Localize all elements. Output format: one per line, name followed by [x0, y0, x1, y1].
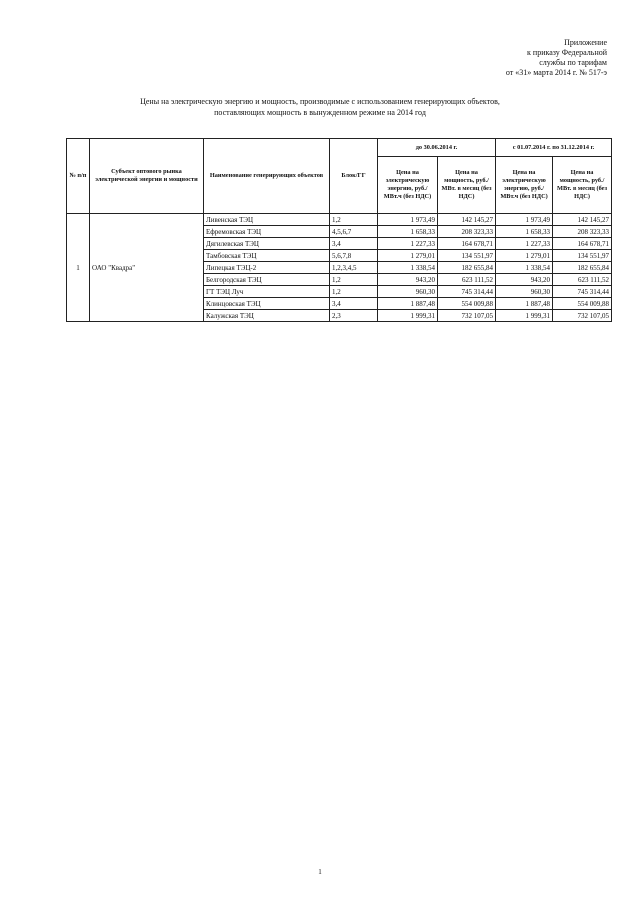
header-num: № п/п: [67, 139, 90, 214]
cell-p1-energy: 1 279,01: [378, 250, 438, 262]
cell-p2-power: 732 107,05: [553, 310, 612, 322]
cell-p1-energy: 960,30: [378, 286, 438, 298]
header-p2-power: Цена на мощность, руб./МВт. в месяц (без НДС): [553, 157, 612, 214]
appendix-line: службы по тарифам: [539, 58, 607, 67]
cell-p2-power: 164 678,71: [553, 238, 612, 250]
cell-p1-power: 554 009,88: [438, 298, 496, 310]
cell-p1-power: 623 111,52: [438, 274, 496, 286]
cell-p1-power: 208 323,33: [438, 226, 496, 238]
cell-block: 1,2: [330, 274, 378, 286]
cell-p1-energy: 1 999,31: [378, 310, 438, 322]
header-period-2: с 01.07.2014 г. по 31.12.2014 г.: [496, 139, 612, 157]
cell-block: 3,4: [330, 298, 378, 310]
cell-p1-energy: 1 658,33: [378, 226, 438, 238]
cell-p2-energy: 1 338,54: [496, 262, 553, 274]
cell-object: Белгородская ТЭЦ: [204, 274, 330, 286]
cell-object: Липецкая ТЭЦ-2: [204, 262, 330, 274]
tariff-table: [66, 138, 612, 322]
cell-p2-energy: 1 227,33: [496, 238, 553, 250]
appendix-line: к приказу Федеральной: [527, 48, 607, 57]
cell-p2-power: 182 655,84: [553, 262, 612, 274]
cell-p1-energy: 1 887,48: [378, 298, 438, 310]
cell-p1-energy: 1 338,54: [378, 262, 438, 274]
row-group-subject: ОАО "Квадра": [90, 214, 204, 322]
cell-object: ГТ ТЭЦ Луч: [204, 286, 330, 298]
cell-p2-power: 142 145,27: [553, 214, 612, 226]
header-object: Наименование генерирующих объектов: [204, 139, 330, 214]
cell-block: 2,3: [330, 310, 378, 322]
cell-p2-power: 134 551,97: [553, 250, 612, 262]
page-number: 1: [318, 868, 322, 876]
cell-p1-energy: 1 227,33: [378, 238, 438, 250]
cell-p1-energy: 943,20: [378, 274, 438, 286]
cell-p2-power: 745 314,44: [553, 286, 612, 298]
cell-object: Дягилевская ТЭЦ: [204, 238, 330, 250]
cell-p2-power: 623 111,52: [553, 274, 612, 286]
row-group-num: 1: [67, 214, 90, 322]
cell-p2-energy: 1 887,48: [496, 298, 553, 310]
cell-p2-energy: 1 999,31: [496, 310, 553, 322]
cell-p2-energy: 943,20: [496, 274, 553, 286]
header-subject: Субъект оптового рынка электрической энергии и мощности: [90, 139, 204, 214]
cell-p1-energy: 1 973,49: [378, 214, 438, 226]
table-row: [67, 214, 612, 226]
cell-block: 1,2: [330, 286, 378, 298]
document-title: [0, 96, 640, 118]
cell-p2-power: 208 323,33: [553, 226, 612, 238]
cell-object: Калужская ТЭЦ: [204, 310, 330, 322]
cell-p2-energy: 960,30: [496, 286, 553, 298]
header-p1-energy: Цена на электрическую энергию, руб./МВт.ч (без НДС): [378, 157, 438, 214]
cell-p2-energy: 1 279,01: [496, 250, 553, 262]
cell-object: Ефремовская ТЭЦ: [204, 226, 330, 238]
cell-p1-power: 164 678,71: [438, 238, 496, 250]
header-period-1: до 30.06.2014 г.: [378, 139, 496, 157]
cell-p2-power: 554 009,88: [553, 298, 612, 310]
cell-p1-power: 732 107,05: [438, 310, 496, 322]
cell-p1-power: 745 314,44: [438, 286, 496, 298]
cell-object: Тамбовская ТЭЦ: [204, 250, 330, 262]
header-block: Блок/ГГ: [330, 139, 378, 214]
cell-block: 5,6,7,8: [330, 250, 378, 262]
header-p2-energy: Цена на электрическую энергию, руб./МВт.ч (без НДС): [496, 157, 553, 214]
cell-block: 3,4: [330, 238, 378, 250]
appendix-line: от «31» марта 2014 г. № 517-э: [505, 68, 607, 77]
cell-object: Клинцовская ТЭЦ: [204, 298, 330, 310]
cell-block: 4,5,6,7: [330, 226, 378, 238]
appendix-header: [387, 38, 607, 78]
cell-object: Ливенская ТЭЦ: [204, 214, 330, 226]
cell-p1-power: 142 145,27: [438, 214, 496, 226]
cell-block: 1,2,3,4,5: [330, 262, 378, 274]
cell-p2-energy: 1 973,49: [496, 214, 553, 226]
title-line-2: поставляющих мощность в вынужденном режиме на 2014 год: [214, 108, 426, 117]
header-p1-power: Цена на мощность, руб./МВт. в месяц (без НДС): [438, 157, 496, 214]
cell-p2-energy: 1 658,33: [496, 226, 553, 238]
title-line-1: Цены на электрическую энергию и мощность, производимые с использованием генерирующих объектов,: [140, 97, 500, 106]
appendix-line: Приложение: [564, 38, 607, 47]
cell-p1-power: 134 551,97: [438, 250, 496, 262]
cell-p1-power: 182 655,84: [438, 262, 496, 274]
cell-block: 1,2: [330, 214, 378, 226]
